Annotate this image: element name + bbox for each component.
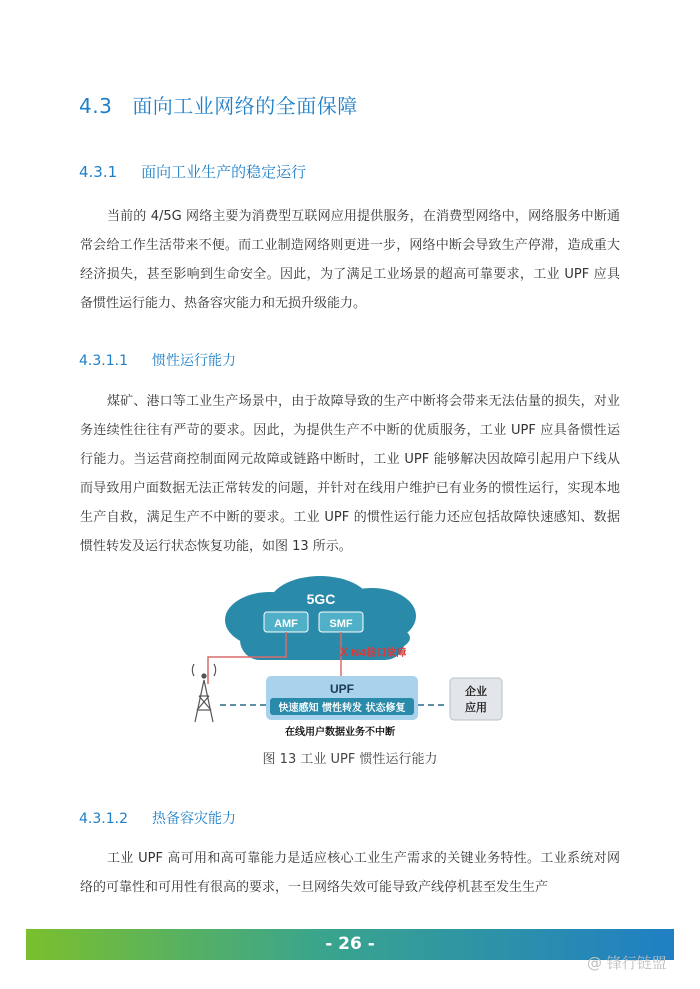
sub2-title: 热备容灾能力 — [151, 811, 236, 827]
page-number: - 26 - — [325, 934, 375, 954]
fault-label: N4接口故障 — [351, 648, 407, 659]
sub1-heading — [79, 350, 236, 370]
upf-title: UPF — [330, 682, 354, 696]
bottom-note: 在线用户数据业务不中断 — [285, 727, 395, 738]
amf-label: AMF — [274, 618, 298, 630]
enterprise-line2: 应用 — [465, 701, 487, 714]
subsection-number: 4.3.1 — [79, 163, 118, 181]
fault-x-mark: X — [340, 645, 349, 659]
figure-upf-inertial — [180, 572, 520, 742]
section-title: 面向工业网络的全面保障 — [132, 94, 358, 118]
watermark: @ 锋行链盟 — [587, 954, 667, 972]
upf-features: 快速感知 惯性转发 状态修复 — [278, 703, 406, 714]
smf-label: SMF — [329, 618, 353, 630]
subsection-title: 面向工业生产的稳定运行 — [141, 163, 307, 181]
footer-bar — [26, 929, 674, 960]
sub2-number: 4.3.1.2 — [79, 811, 128, 827]
sub1-number: 4.3.1.1 — [79, 353, 128, 369]
sub2-heading — [79, 808, 236, 828]
section-number: 4.3 — [79, 94, 113, 118]
paragraph-intro: 当前的 4/5G 网络主要为消费型互联网应用提供服务，在消费型网络中，网络服务中断通常会给工作生活带来不便。而工业制造网络则更进一步，网络中断会导致生产停滞，造成重大经济损失，甚至影响到生命安全。因此，为了满足工业场景的超高可靠要求，工业 UPF 应具备惯性运行能力、热备容灾能力和无损升级能力。 — [80, 209, 620, 311]
cloud-label: 5GC — [306, 591, 336, 607]
enterprise-line1: 企业 — [465, 685, 487, 698]
paragraph-hot-standby: 工业 UPF 高可用和高可靠能力是适应核心工业生产需求的关键业务特性。工业系统对网络的可靠性和可用性有很高的要求，一旦网络失效可能导致产线停机甚至发生生产 — [80, 851, 620, 895]
figure-caption: 图 13 工业 UPF 惯性运行能力 — [262, 752, 438, 767]
sub1-title: 惯性运行能力 — [151, 353, 236, 369]
antenna-tower-icon — [192, 664, 215, 722]
section-heading — [79, 90, 358, 119]
subsection-heading — [79, 161, 306, 182]
paragraph-inertial: 煤矿、港口等工业生产场景中，由于故障导致的生产中断将会带来无法估量的损失，对业务连续性往往有严苛的要求。因此，为提供生产不中断的优质服务，工业 UPF 应具备惯性运行能力。当运营商控制面网元故障或链路中断时，工业 UPF 能够解决因故障引起用户下线从而导致用户面数据无法正常转发的问题，并针对在线用户维护已有业务的惯性运行，实现本地生产自救，满足生产不中断的要求。工业 UPF 的惯性运行能力还应包括故障快速感知、数据惯性转发及运行状态恢复功能，如图 13 所示。 — [80, 394, 620, 554]
